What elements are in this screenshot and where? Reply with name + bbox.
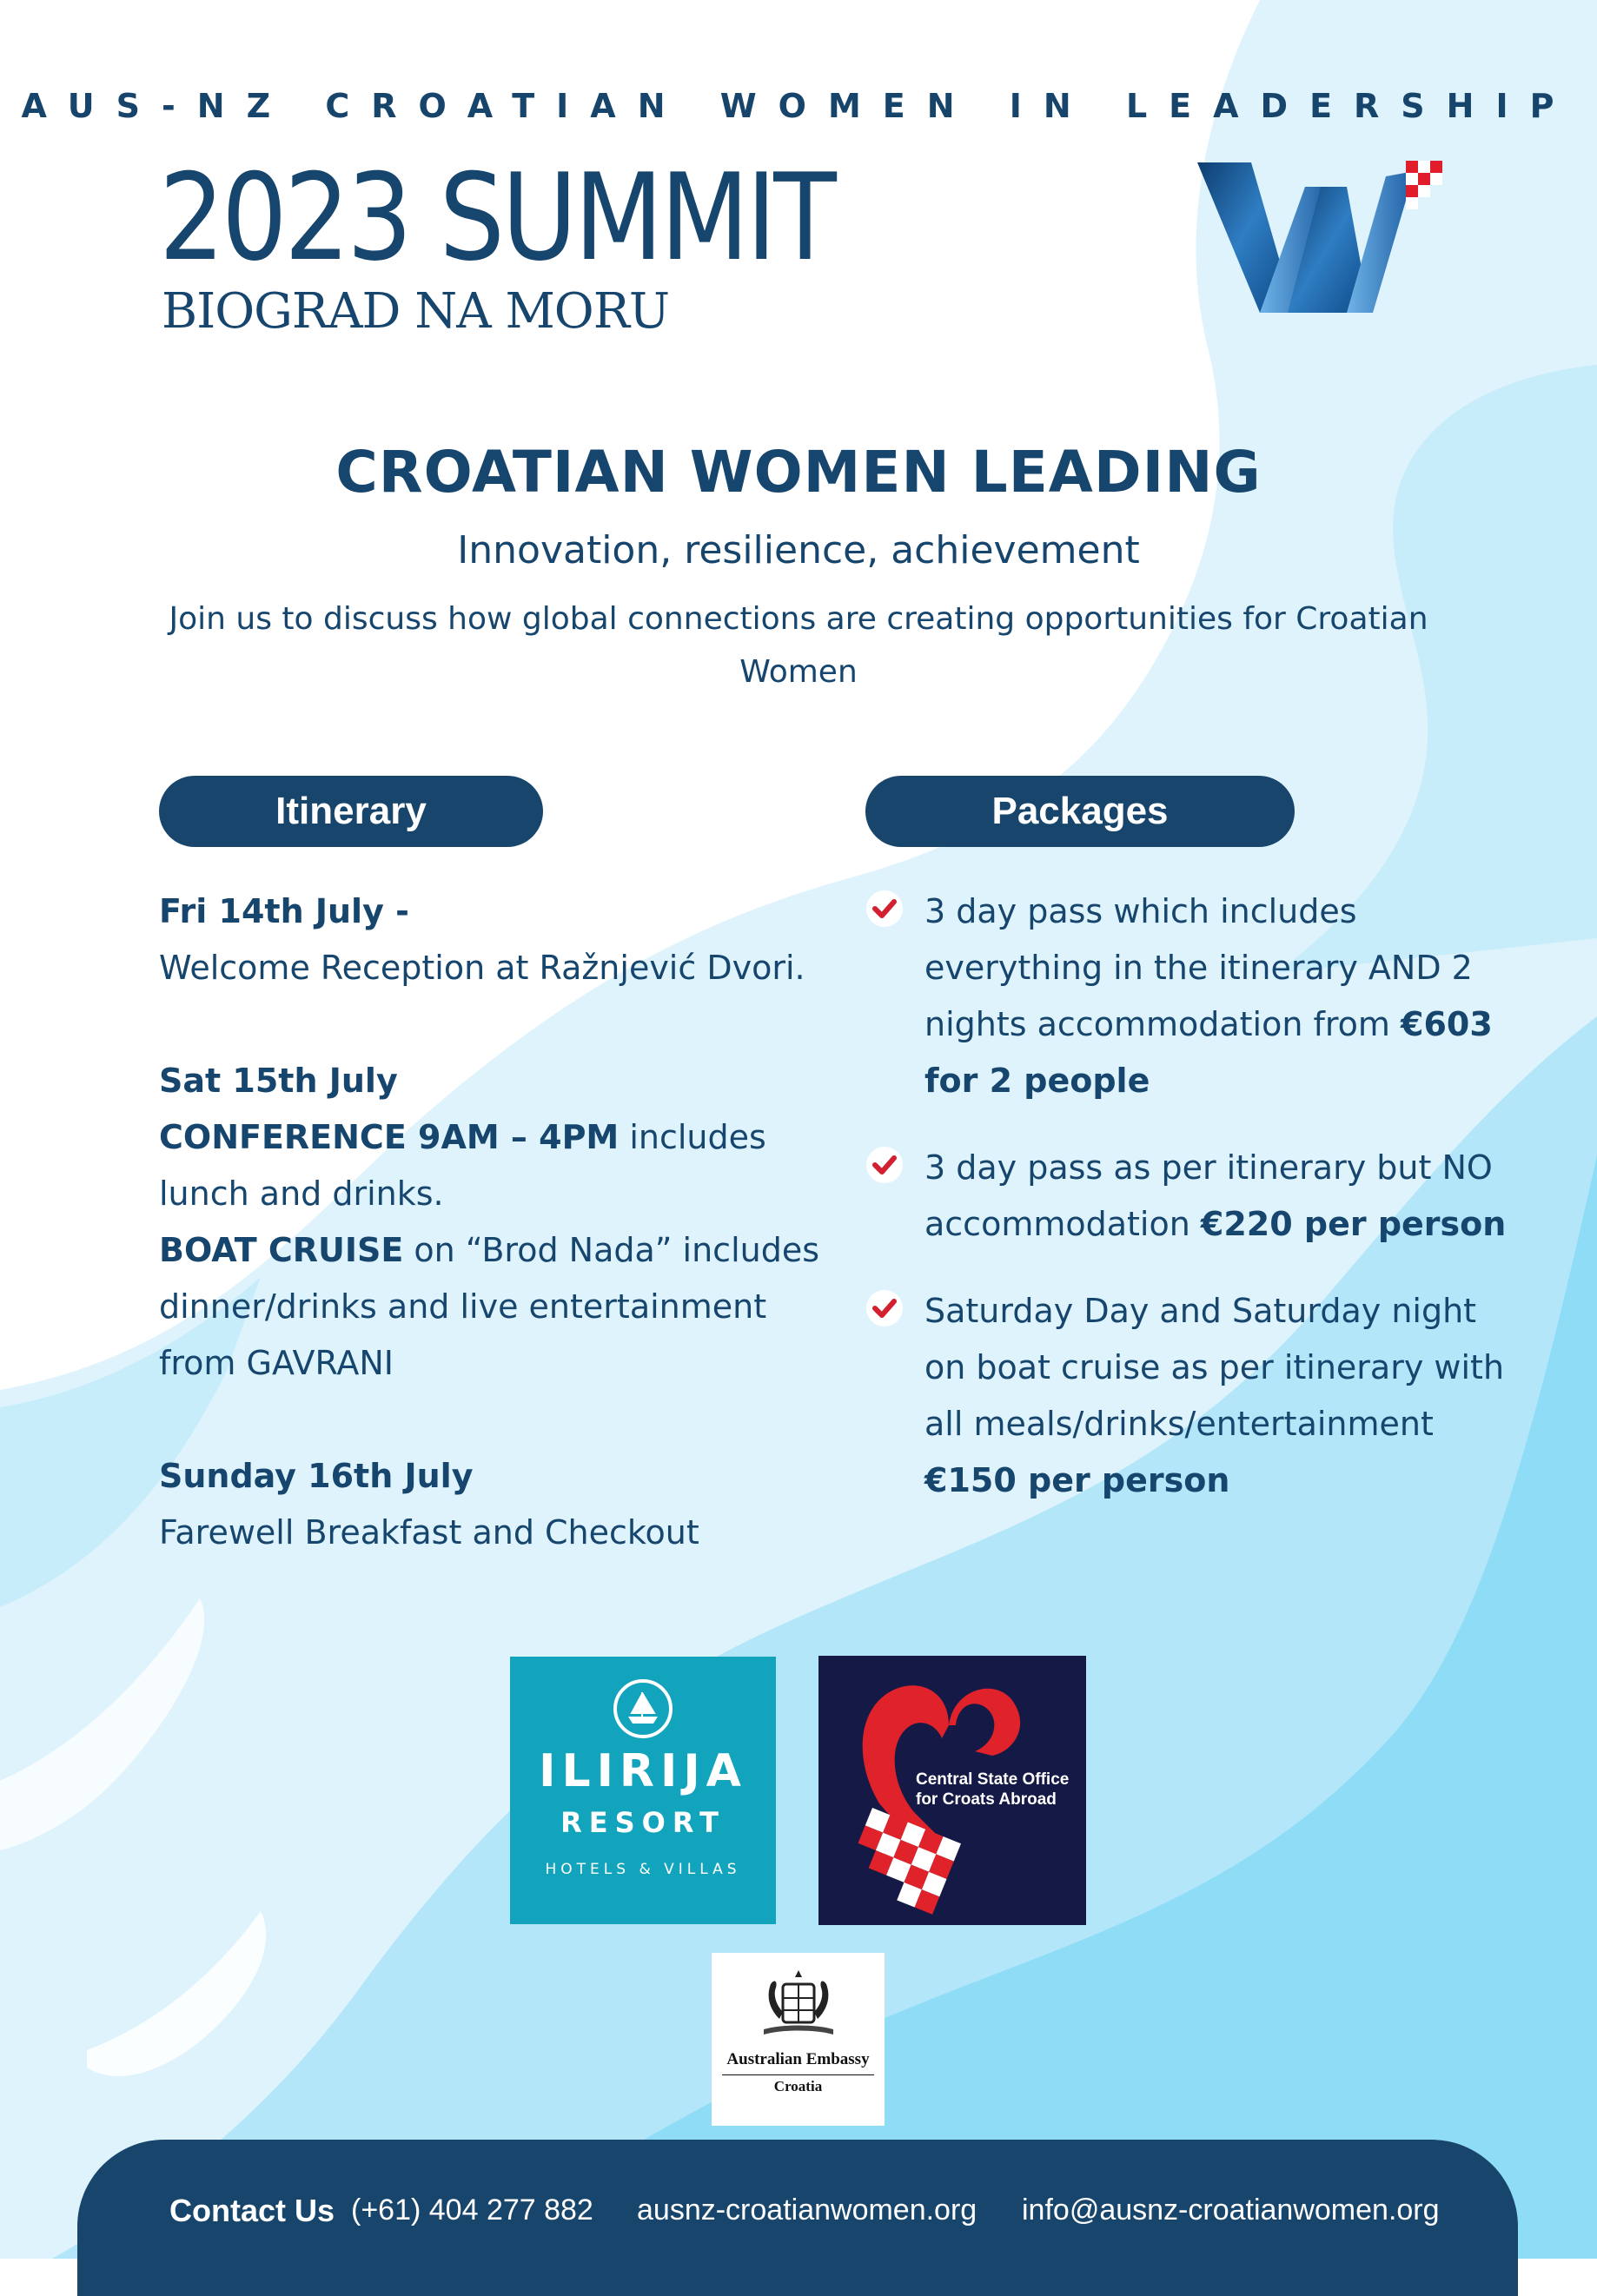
- check-icon: [865, 890, 904, 928]
- subheading: Innovation, resilience, achievement: [457, 528, 1140, 572]
- contact-email-link[interactable]: info@ausnz-croatianwomen.org: [1022, 2193, 1440, 2227]
- check-icon: [865, 1289, 904, 1327]
- ship-icon: [613, 1678, 673, 1739]
- package-item: [865, 883, 1508, 1109]
- embassy-country: Croatia: [773, 2078, 823, 2094]
- itinerary-day: [159, 1448, 819, 1561]
- packages-label: Packages: [865, 776, 1295, 847]
- day-detail: Welcome Reception at Ražnjević Dvori.: [159, 949, 805, 987]
- day-title: Sat 15th July: [159, 1062, 398, 1100]
- itinerary-list: [159, 883, 819, 1561]
- package-description: 3 day pass as per itinerary but NO accommodation: [924, 1148, 1493, 1243]
- day-title: Sunday 16th July: [159, 1457, 474, 1495]
- day-detail: CONFERENCE 9AM – 4PM includes lunch and drinks.: [159, 1118, 766, 1213]
- summit-location: BIOGRAD NA MORU: [162, 283, 670, 340]
- contact-us-label: Contact Us: [169, 2193, 335, 2228]
- intro-text: Join us to discuss how global connections are creating opportunities for Croatian Women: [169, 601, 1428, 690]
- package-price: €150 per person: [924, 1461, 1230, 1499]
- embassy-name: Australian Embassy: [726, 2050, 870, 2068]
- main-heading: CROATIAN WOMEN LEADING: [335, 439, 1262, 506]
- contact-footer: [77, 2140, 1518, 2296]
- package-item: [865, 1283, 1508, 1509]
- ilirija-name: ILIRIJA: [539, 1745, 747, 1797]
- contact-website-link[interactable]: ausnz-croatianwomen.org: [637, 2193, 977, 2227]
- day-detail: Farewell Breakfast and Checkout: [159, 1513, 699, 1552]
- ilirija-resort-logo: [510, 1657, 776, 1924]
- package-price: €603 for 2 people: [924, 1005, 1493, 1100]
- w-ribbon-logo-icon: [1190, 152, 1451, 326]
- coat-of-arms-icon: [746, 1967, 851, 2050]
- packages-list: [865, 883, 1508, 1509]
- contact-phone[interactable]: (+61) 404 277 882: [351, 2193, 593, 2227]
- summit-title: 2023 SUMMIT: [159, 148, 834, 288]
- package-item: [865, 1140, 1508, 1253]
- package-description: 3 day pass which includes everything in the itinerary AND 2 nights accommodation from: [924, 892, 1473, 1043]
- package-description: Saturday Day and Saturday night on boat cruise as per itinerary with all meals/drinks/entertainment: [924, 1292, 1505, 1443]
- ilirija-resort: RESORT: [560, 1806, 726, 1839]
- day-detail: BOAT CRUISE on “Brod Nada” includes dinner/drinks and live entertainment from GAVRANI: [159, 1231, 820, 1382]
- day-title: Fri 14th July -: [159, 892, 409, 930]
- ilirija-subtitle: HOTELS & VILLAS: [545, 1861, 741, 1878]
- central-state-office-logo: [818, 1656, 1086, 1925]
- itinerary-day: [159, 883, 819, 996]
- central-state-office-name: Central State Office for Croats Abroad: [916, 1770, 1070, 1809]
- itinerary-label: Itinerary: [159, 776, 543, 847]
- australian-embassy-logo: [712, 1953, 885, 2126]
- itinerary-day: [159, 1053, 819, 1392]
- organization-kicker: AUS-NZ CROATIAN WOMEN IN LEADERSHIP: [21, 87, 1576, 125]
- check-icon: [865, 1146, 904, 1184]
- package-price: €220 per person: [1200, 1205, 1507, 1243]
- embassy-divider: [722, 2074, 874, 2075]
